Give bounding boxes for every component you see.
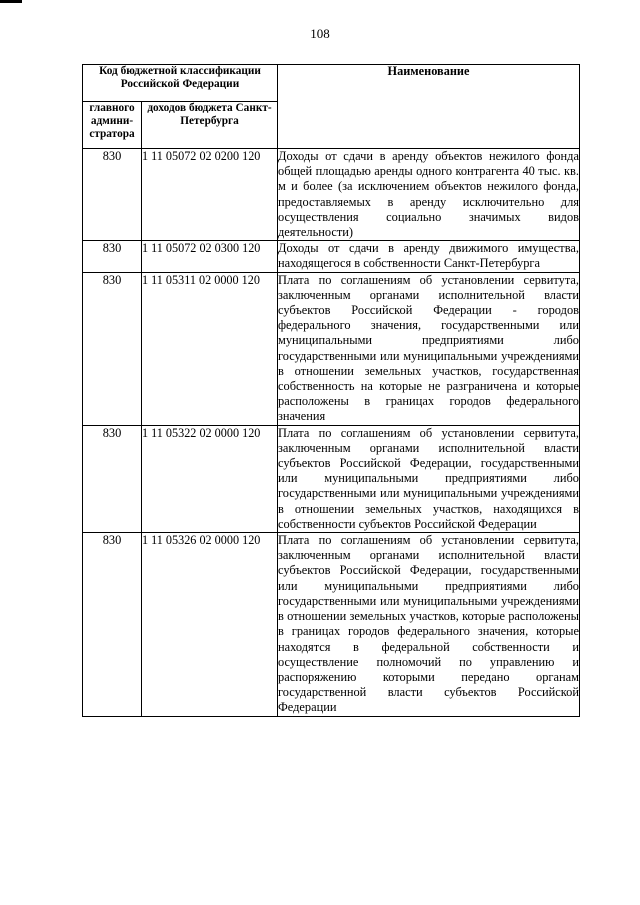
admin-code-cell: 830 xyxy=(83,425,142,532)
admin-code-cell: 830 xyxy=(83,241,142,272)
table-row xyxy=(83,425,580,532)
income-code-cell: 1 11 05072 02 0300 120 xyxy=(142,241,278,272)
page-number: 108 xyxy=(310,26,330,41)
table-header-row-1 xyxy=(83,65,580,102)
admin-code-cell: 830 xyxy=(83,272,142,425)
income-name-cell: Доходы от сдачи в аренду движимого имущества, находящегося в собственности Санкт-Петербурга xyxy=(278,241,579,271)
income-code-cell: 1 11 05311 02 0000 120 xyxy=(142,272,278,425)
income-code-cell: 1 11 05322 02 0000 120 xyxy=(142,425,278,532)
table-row xyxy=(83,533,580,716)
header-spb-budget-income: доходов бюджета Санкт-Петербурга xyxy=(142,102,278,149)
income-name-cell: Доходы от сдачи в аренду объектов нежилого фонда общей площадью аренды одного контрагента 40 тыс. кв. м и более (за исключением объектов нежилого фонда, предоставляемых в аренду исключительно для осуществления социально значимых видов деятельности) xyxy=(278,149,579,240)
header-chief-administrator: главного админи-стратора xyxy=(83,102,142,149)
income-code-cell: 1 11 05072 02 0200 120 xyxy=(142,149,278,241)
income-name-cell: Плата по соглашениям об установлении сервитута, заключенным органами исполнительной власти субъектов Российской Федерации - городов федерального значения, государственными или муниципальными предприятиями либо государственными или муниципальными учреждениями в отношении земельных участков, государственная собственность на которые не разграничена и которые расположены в границах городов федерального значения xyxy=(278,272,579,424)
table-row xyxy=(83,272,580,425)
income-name-cell: Плата по соглашениям об установлении сервитута, заключенным органами исполнительной власти субъектов Российской Федерации, государственными или муниципальными предприятиями либо государственными или муниципальными учреждениями в отношении земельных участков, которые расположены в границах городов федерального значения, которые находятся в федеральной собственности и осуществление полномочий по управлению и распоряжению которыми передано органам государственной власти субъектов Российской Федерации xyxy=(278,533,579,715)
table-row xyxy=(83,241,580,272)
scan-edge-mark xyxy=(0,0,22,3)
header-name: Наименование xyxy=(278,65,580,149)
income-name-cell: Плата по соглашениям об установлении сервитута, заключенным органами исполнительной власти субъектов Российской Федерации, государственными или муниципальными предприятиями либо государственными или муниципальными учреждениями в отношении земельных участков, находящихся в собственности субъектов Российской Федерации xyxy=(278,425,579,531)
income-code-cell: 1 11 05326 02 0000 120 xyxy=(142,533,278,716)
admin-code-cell: 830 xyxy=(83,149,142,241)
table-row xyxy=(83,149,580,241)
header-budget-classification-code: Код бюджетной классификации Российской Федерации xyxy=(83,65,278,102)
budget-classification-table xyxy=(82,64,580,717)
admin-code-cell: 830 xyxy=(83,533,142,716)
